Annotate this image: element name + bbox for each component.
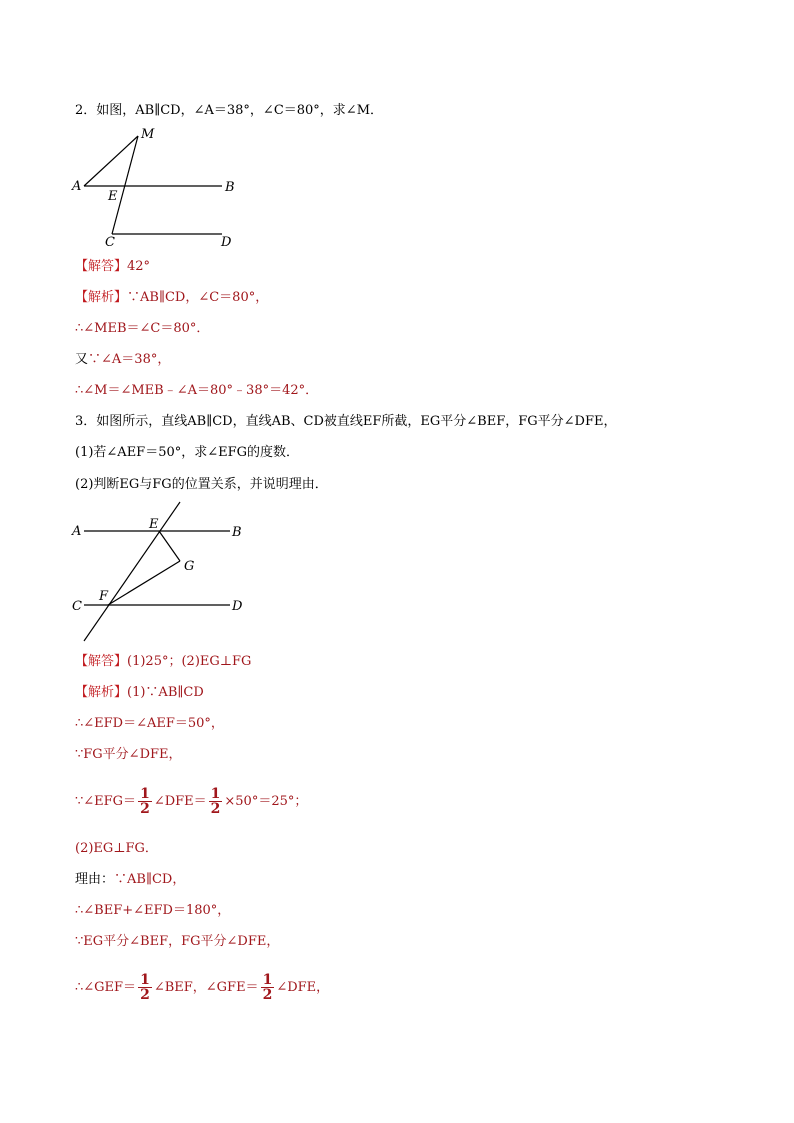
q2-figure — [68, 124, 248, 249]
q3-analysis-line-8 — [75, 933, 279, 951]
q2-label-e: E — [108, 189, 118, 204]
q3-step-9b: ∠BEF，∠GFE＝ — [153, 980, 259, 995]
q2-label-d: D — [221, 235, 232, 249]
q3-label-f: F — [99, 589, 109, 604]
q2-step-3-rest: ∵∠A＝38°， — [88, 352, 171, 367]
q3-sub-question-1 — [75, 444, 299, 462]
q3-stem-text: 如图所示，直线AB∥CD，直线AB、CD被直线EF所截，EG平分∠BEF，FG平分∠DFE， — [96, 414, 617, 429]
q2-answer — [75, 258, 150, 276]
q3-sub-question-2 — [75, 476, 328, 494]
q2-line-mc — [112, 136, 138, 234]
q2-analysis-line-1 — [75, 289, 268, 307]
q3-label-e: E — [149, 517, 159, 532]
q3-analysis-line-5 — [75, 840, 158, 858]
q3-answer — [75, 653, 251, 671]
q3-step-6-prefix: 理由： — [75, 872, 115, 887]
q3-stem — [75, 413, 616, 431]
q3-figure — [68, 500, 258, 645]
q2-label-b: B — [225, 180, 235, 195]
q3-line-eg — [159, 531, 180, 561]
q2-step-4: ∴∠M＝∠MEB﹣∠A＝80°﹣38°＝42°． — [75, 383, 319, 398]
q3-step-4a: ∵∠EFG＝ — [75, 794, 137, 809]
q3-step-4c: ×50°＝25°； — [224, 794, 308, 809]
q3-analysis-line-6 — [75, 871, 185, 889]
q3-sub-2-text: (2)判断EG与FG的位置关系，并说明理由． — [75, 477, 328, 492]
q3-step-2: ∴∠EFD＝∠AEF＝50°， — [75, 716, 224, 731]
q2-analysis-line-2 — [75, 320, 209, 338]
q3-answer-tag: 【解答】 — [75, 654, 128, 669]
q2-analysis-tag: 【解析】 — [75, 290, 128, 305]
q3-step-9c: ∠DFE， — [276, 980, 330, 995]
q2-number: 2． — [75, 103, 97, 118]
q2-label-m: M — [141, 127, 155, 142]
q3-analysis-line-9 — [75, 973, 329, 1002]
fraction-half: $\frac{1}{2}$ — [140, 972, 150, 1003]
q3-analysis-line-2 — [75, 715, 224, 733]
fraction-half: $\frac{1}{2}$ — [210, 786, 221, 817]
q2-step-1: ∵AB∥CD，∠C＝80°， — [127, 290, 269, 305]
fraction-half: $\frac{1}{2}$ — [140, 786, 150, 817]
q2-answer-value: 42° — [127, 259, 151, 274]
q3-label-g: G — [184, 559, 195, 574]
q3-label-d: D — [232, 599, 243, 614]
q3-step-5: (2)EG⊥FG． — [75, 841, 158, 856]
q2-label-a: A — [72, 179, 82, 194]
q3-label-b: B — [232, 525, 242, 540]
q3-analysis-line-4 — [75, 787, 307, 816]
q3-step-3: ∵FG平分∠DFE， — [75, 747, 182, 762]
q3-number: 3． — [75, 414, 97, 429]
q3-sub-1-text: (1)若∠AEF＝50°，求∠EFG的度数． — [75, 445, 300, 460]
q2-answer-tag: 【解答】 — [75, 259, 128, 274]
q3-step-4b: ∠DFE＝ — [153, 794, 207, 809]
q2-step-3-prefix: 又 — [75, 352, 89, 367]
q3-step-7: ∴∠BEF+∠EFD＝180°， — [75, 903, 231, 918]
q3-line-ef — [84, 502, 180, 641]
q3-step-6-rest: ∵AB∥CD， — [114, 872, 186, 887]
q3-step-8: ∵EG平分∠BEF，FG平分∠DFE， — [75, 934, 280, 949]
q3-analysis-line-7 — [75, 902, 230, 920]
q3-analysis-line-3 — [75, 746, 182, 764]
q3-analysis-tag: 【解析】 — [75, 685, 128, 700]
q3-label-c: C — [72, 599, 82, 614]
q3-step-1: (1)∵AB∥CD — [127, 685, 204, 700]
q2-line-am — [84, 136, 138, 186]
q2-analysis-line-3 — [75, 351, 170, 369]
q2-step-2: ∴∠MEB＝∠C＝80°． — [75, 321, 210, 336]
q3-line-fg — [108, 561, 180, 605]
q2-label-c: C — [105, 235, 115, 249]
fraction-half: $\frac{1}{2}$ — [262, 972, 273, 1003]
q2-stem — [75, 102, 383, 120]
q2-analysis-line-4 — [75, 382, 318, 400]
q3-step-9a: ∴∠GEF＝ — [75, 980, 137, 995]
q3-label-a: A — [72, 524, 82, 539]
q2-stem-text: 如图，AB∥CD，∠A＝38°，∠C＝80°，求∠M． — [96, 103, 384, 118]
q3-analysis-line-1 — [75, 684, 204, 702]
q3-answer-value: (1)25°；(2)EG⊥FG — [127, 654, 252, 669]
